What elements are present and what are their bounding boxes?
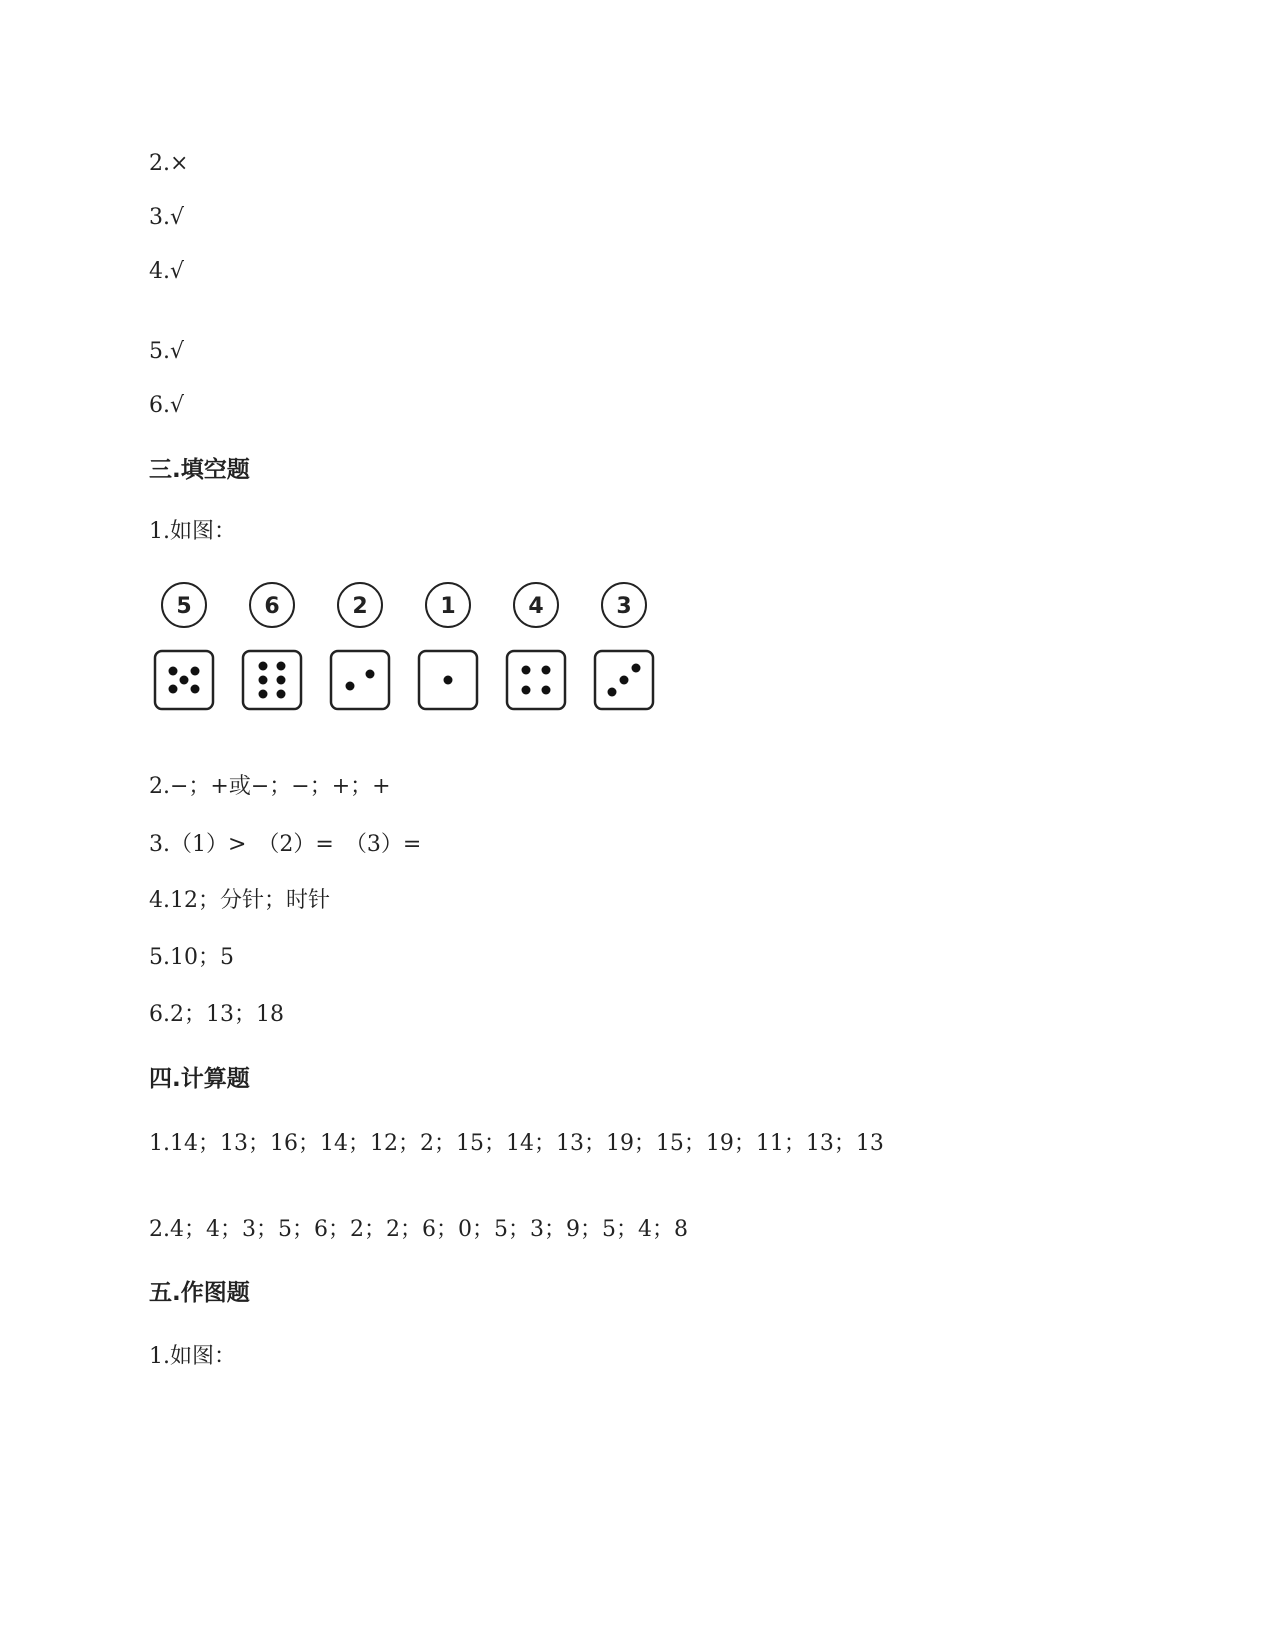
die-pip bbox=[277, 662, 286, 671]
circle-number-label: 4 bbox=[528, 594, 544, 619]
answer-2-3: 3.√ bbox=[149, 205, 185, 230]
die-pip bbox=[366, 670, 375, 679]
die-face bbox=[507, 651, 565, 709]
answer-2-5: 5.√ bbox=[149, 339, 185, 364]
die-pip bbox=[632, 664, 641, 673]
answer-3-5: 5.10；5 bbox=[149, 945, 234, 970]
die-pip bbox=[444, 676, 453, 685]
answer-3-4: 4.12；分针；时针 bbox=[149, 888, 330, 913]
die-pip bbox=[542, 666, 551, 675]
answer-3-6: 6.2；13；18 bbox=[149, 1002, 284, 1027]
circle-number-label: 6 bbox=[264, 594, 280, 619]
die-pip bbox=[277, 690, 286, 699]
section-4-title: 四.计算题 bbox=[149, 1066, 250, 1092]
circle-number-label: 5 bbox=[176, 594, 192, 619]
die-pip bbox=[169, 685, 178, 694]
die-pip bbox=[542, 686, 551, 695]
answer-2-6: 6.√ bbox=[149, 393, 185, 418]
answer-4-1: 1.14；13；16；14；12；2；15；14；13；19；15；19；11；13；13 bbox=[149, 1131, 884, 1156]
die-pip bbox=[608, 688, 617, 697]
answer-3-2: 2.−；+或−；−；+；+ bbox=[149, 774, 391, 799]
circle-number-label: 2 bbox=[352, 594, 368, 619]
die-pip bbox=[259, 676, 268, 685]
die-pip bbox=[346, 682, 355, 691]
answer-3-3: 3.（1）> （2）= （3）= bbox=[149, 832, 422, 857]
answer-3-1: 1.如图： bbox=[149, 519, 236, 544]
die-face bbox=[331, 651, 389, 709]
die-pip bbox=[259, 690, 268, 699]
die-pip bbox=[191, 667, 200, 676]
die-pip bbox=[277, 676, 286, 685]
die-face bbox=[243, 651, 301, 709]
section-5-title: 五.作图题 bbox=[149, 1280, 250, 1306]
answer-2-2: 2.× bbox=[149, 151, 189, 176]
die-pip bbox=[620, 676, 629, 685]
answer-5-1: 1.如图： bbox=[149, 1344, 236, 1369]
circle-number-label: 1 bbox=[440, 594, 456, 619]
die-pip bbox=[522, 686, 531, 695]
answer-2-4: 4.√ bbox=[149, 259, 185, 284]
dice-figure bbox=[146, 580, 676, 720]
die-pip bbox=[522, 666, 531, 675]
die-pip bbox=[180, 676, 189, 685]
section-3-title: 三.填空题 bbox=[149, 457, 250, 483]
die-pip bbox=[259, 662, 268, 671]
die-pip bbox=[191, 685, 200, 694]
answer-4-2: 2.4；4；3；5；6；2；2；6；0；5；3；9；5；4；8 bbox=[149, 1217, 688, 1242]
die-pip bbox=[169, 667, 178, 676]
circle-number-label: 3 bbox=[616, 594, 632, 619]
